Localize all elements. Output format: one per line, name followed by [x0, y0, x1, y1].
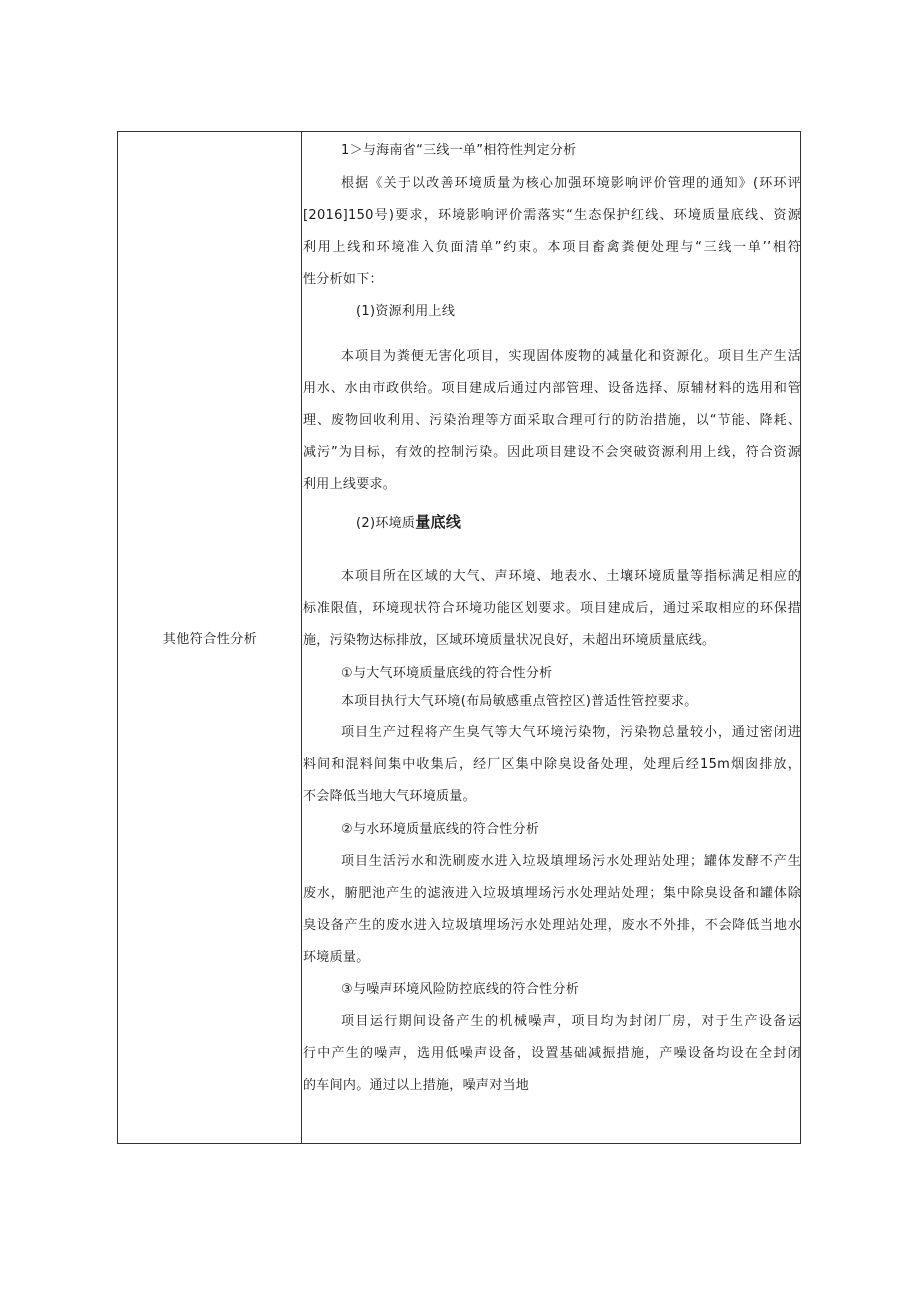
section-heading: 1＞与海南省“三线一单”相符性判定分析: [341, 143, 577, 158]
subsection-heading: (1)资源利用上线: [356, 304, 456, 319]
paragraph-line: 性分析如下：: [303, 272, 383, 287]
item-heading: ②与水环境质量底线的符合性分析: [341, 822, 540, 837]
paragraph-line: 废水，腑肥池产生的滤液进入垃圾填埋场污水处理站处理；集中除臭设备和罐体除: [303, 886, 801, 901]
paragraph-line: 环境质量。: [303, 950, 370, 965]
paragraph-line: 施，污染物达标排放，区域环境质量状况良好，未超出环境质量底线。: [303, 633, 716, 648]
subsection-heading-part: (2)环境质: [356, 516, 416, 531]
paragraph-line: 标准限值，环境现状符合环境功能区划要求。项目建成后，通过采取相应的环保措: [303, 601, 801, 616]
paragraph-line: 的车间内。通过以上措施，噪声对当地: [303, 1078, 530, 1093]
paragraph-line: 理、废物回收利用、污染治理等方面采取合理可行的防治措施，以“节能、降耗、: [303, 413, 801, 428]
subsection-heading-bold: 量底线: [415, 513, 462, 531]
item-heading: ①与大气环境质量底线的符合性分析: [341, 666, 553, 681]
paragraph-line: [2016]150号)要求，环境影响评价需落实“生态保护红线、环境质量底线、资源: [303, 208, 801, 223]
paragraph-line: 项目运行期间设备产生的机械噪声，项目均为封闭厂房，对于生产设备运: [341, 1014, 801, 1029]
paragraph-line: 行中产生的噪声，选用低噪声设备，设置基础减振措施，产噪设备均设在全封闭: [303, 1046, 801, 1061]
row-label: 其他符合性分析: [162, 632, 258, 647]
paragraph-line: 本项目执行大气环境(布局敏感重点管控区)普适性管控要求。: [341, 694, 698, 709]
paragraph-line: 根据《关于以改善环境质量为核心加强环境影响评价管理的通知》(环环评: [341, 176, 801, 191]
item-heading: ③与噪声环境风险防控底线的符合性分析: [341, 982, 580, 997]
paragraph-line: 项目生活污水和洗刷废水进入垃圾填埋场污水处理站处理；罐体发酵不产生: [341, 854, 801, 869]
paragraph-line: 不会降低当地大气环境质量。: [303, 789, 476, 804]
paragraph-line: 利用上线和环境准入负面清单”约束。本项目畜禽粪便处理与“三线一单’’相符: [303, 240, 801, 255]
paragraph-line: 本项目所在区域的大气、声环境、地表水、土壤环境质量等指标满足相应的: [341, 569, 801, 584]
label-cell: [118, 132, 302, 1143]
paragraph-line: 料间和混料间集中收集后，经厂区集中除臭设备处理，处理后经15m烟囱排放，: [303, 757, 801, 772]
paragraph-line: 本项目为粪便无害化项目，实现固体废物的减量化和资源化。项目生产生活: [341, 349, 801, 364]
content-cell: [303, 132, 801, 1143]
paragraph-line: 用水、水由市政供给。项目建成后通过内部管理、设备选择、原辅材料的选用和管: [303, 381, 801, 396]
subsection-heading: [303, 513, 854, 533]
paragraph-line: 减污”为目标，有效的控制污染。因此项目建设不会突破资源利用上线，符合资源: [303, 445, 801, 460]
paragraph-line: 项目生产过程将产生臭气等大气环境污染物，污染物总量较小，通过密闭进: [341, 725, 801, 740]
document-table: [117, 131, 801, 1144]
paragraph-line: 利用上线要求。: [303, 477, 397, 492]
paragraph-line: 臭设备产生的废水进入垃圾填埋场污水处理站处理，废水不外排，不会降低当地水: [303, 918, 801, 933]
